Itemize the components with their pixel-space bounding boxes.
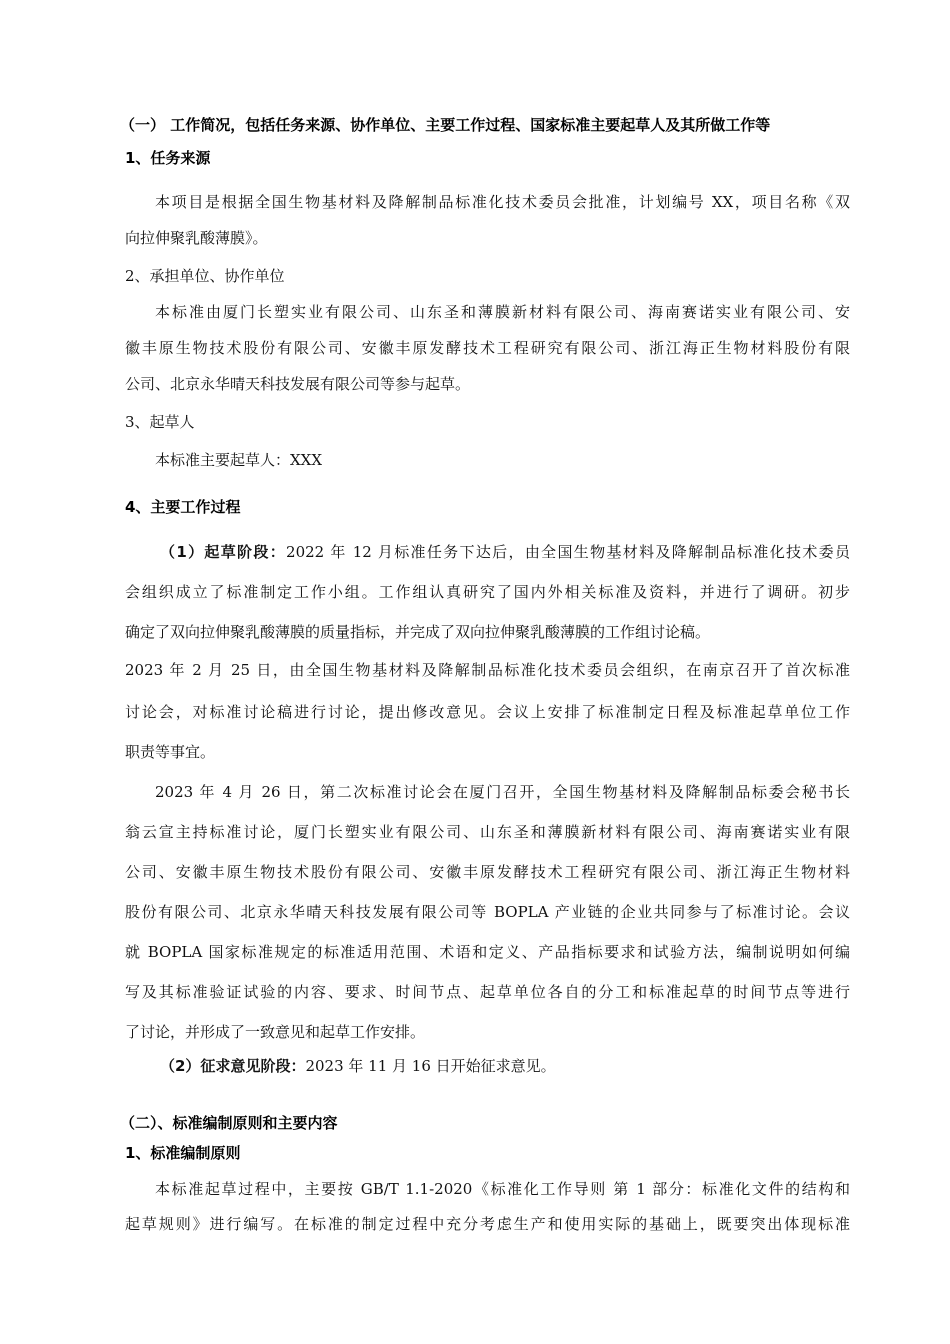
item-title-drafters: 3、起草人	[125, 413, 195, 431]
paragraph-line: 本项目是根据全国生物基材料及降解制品标准化技术委员会批准，计划编号 XX，项目名称《双	[155, 193, 850, 211]
paragraph-line: 就 BOPLA 国家标准规定的标准适用范围、术语和定义、产品指标要求和试验方法，编制说明如何编	[125, 943, 850, 961]
paragraph-line: 讨论会，对标准讨论稿进行讨论，提出修改意见。会议上安排了标准制定日程及标准起草单位工作	[125, 703, 850, 721]
paragraph-line: 向拉伸聚乳酸薄膜》。	[125, 229, 268, 247]
paragraph-line: 确定了双向拉伸聚乳酸薄膜的质量指标，并完成了双向拉伸聚乳酸薄膜的工作组讨论稿。	[125, 623, 711, 641]
paragraph-line: 股份有限公司、北京永华晴天科技发展有限公司等 BOPLA 产业链的企业共同参与了标准讨论。会议	[125, 903, 850, 921]
paragraph-line: 起草规则》进行编写。在标准的制定过程中充分考虑生产和使用实际的基础上，既要突出体现标准	[125, 1215, 850, 1233]
item-title-task-source: 1、任务来源	[125, 149, 211, 167]
item-title-units: 2、承担单位、协作单位	[125, 267, 285, 285]
paragraph-line: 写及其标准验证试验的内容、要求、时间节点、起草单位各自的分工和标准起草的时间节点等进行	[125, 983, 850, 1001]
item-title-work-process: 4、主要工作过程	[125, 498, 241, 516]
paragraph-line: 徽丰原生物技术股份有限公司、安徽丰原发酵技术工程研究有限公司、浙江海正生物材料股份有限	[125, 339, 850, 357]
paragraph-line: 会组织成立了标准制定工作小组。工作组认真研究了国内外相关标准及资料，并进行了调研。初步	[125, 583, 850, 601]
paragraph-line: 翁云宣主持标准讨论，厦门长塑实业有限公司、山东圣和薄膜新材料有限公司、海南赛诺实业有限	[125, 823, 850, 841]
paragraph-line: 了讨论，并形成了一致意见和起草工作安排。	[125, 1023, 426, 1041]
stage2-label: （2）征求意见阶段：	[160, 1057, 306, 1075]
stage2-text: 2023 年 11 月 16 日开始征求意见。	[305, 1057, 556, 1075]
item-title-principles: 1、标准编制原则	[125, 1144, 241, 1162]
stage2-line	[160, 1057, 885, 1075]
paragraph-line: 本标准起草过程中，主要按 GB/T 1.1-2020《标准化工作导则 第 1 部分：标准化文件的结构和	[155, 1180, 850, 1198]
stage1-first-line	[160, 543, 850, 561]
paragraph-line: 2023 年 2 月 25 日，由全国生物基材料及降解制品标准化技术委员会组织，在南京召开了首次标准	[125, 661, 850, 679]
stage1-text: 2022 年 12 月标准任务下达后，由全国生物基材料及降解制品标准化技术委员	[286, 543, 850, 561]
stage1-label: （1）起草阶段：	[160, 543, 287, 561]
paragraph-line: 本标准主要起草人：XXX	[155, 451, 323, 469]
paragraph-line: 职责等事宜。	[125, 743, 216, 761]
paragraph-line: 公司、北京永华晴天科技发展有限公司等参与起草。	[125, 375, 471, 393]
section-heading-1: （一） 工作简况，包括任务来源、协作单位、主要工作过程、国家标准主要起草人及其所做工作等	[120, 116, 771, 134]
paragraph-line: 公司、安徽丰原生物技术股份有限公司、安徽丰原发酵技术工程研究有限公司、浙江海正生物材料	[125, 863, 850, 881]
section-heading-2: （二）、标准编制原则和主要内容	[120, 1114, 338, 1132]
paragraph-line: 本标准由厦门长塑实业有限公司、山东圣和薄膜新材料有限公司、海南赛诺实业有限公司、安	[155, 303, 850, 321]
paragraph-line: 2023 年 4 月 26 日，第二次标准讨论会在厦门召开，全国生物基材料及降解制品标委会秘书长	[155, 783, 850, 801]
